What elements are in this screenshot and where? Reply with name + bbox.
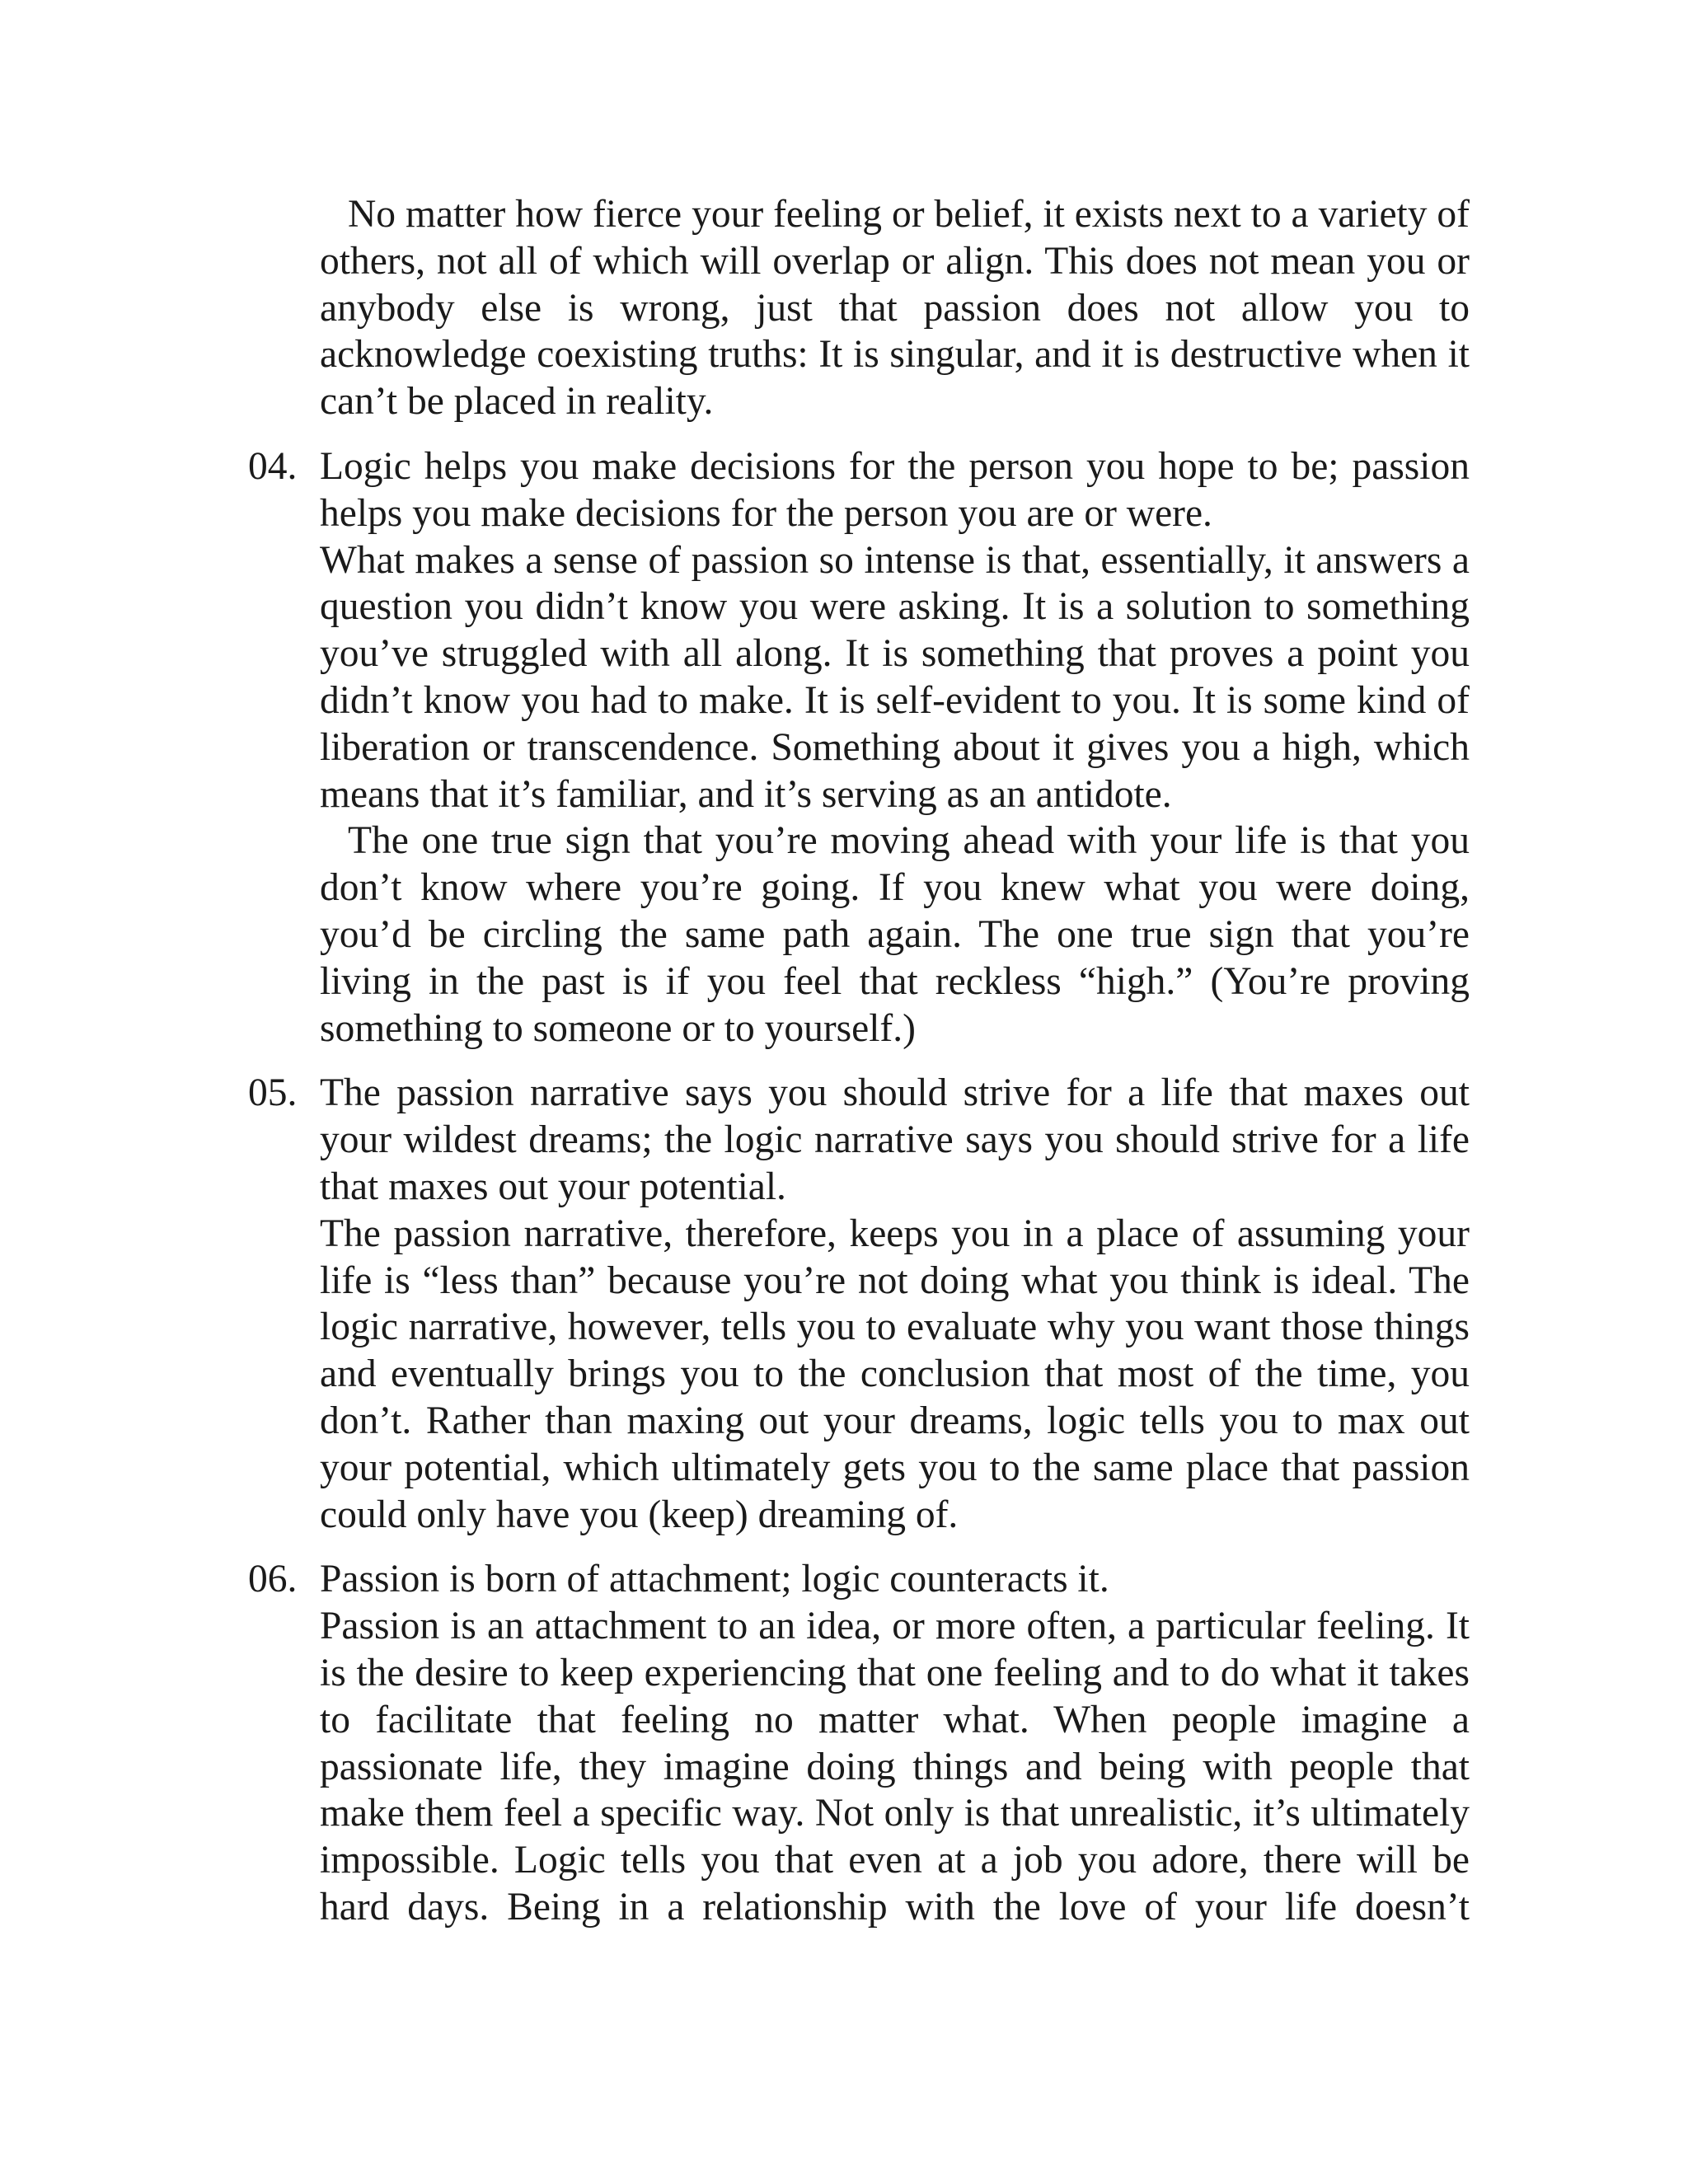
list-item-04 (248, 443, 1470, 1052)
opening-paragraph: No matter how fierce your feeling or belief, it exists next to a variety of others, not all of which will overlap or align. This does not mean you or anybody else is wrong, just that passion does not allow you to acknowledge coexisting truths: It is singular, and it is destructive when it can’t be placed in reality. (320, 193, 1470, 424)
item-body: What makes a sense of passion so intense is that, essentially, it answers a question you didn’t know you were asking. It is a solution to something you’ve struggled with all along. It is something that proves a point you didn’t know you had to make. It is self-evident to you. It is some kind of liberation or transcendence. Something about it gives you a high, which means that it’s familiar, and it’s serving as an antidote. (320, 538, 1470, 816)
item-body-continued: The one true sign that you’re moving ahead with your life is that you don’t know where you’re going. If you knew what you were doing, you’d be circling the same path again. The one true sign that you’re living in the past is if you feel that reckless “high.” (You’re proving something to someone or to yourself.) (320, 819, 1470, 1050)
item-number: 04. (248, 444, 298, 488)
item-heading: Passion is born of attachment; logic counteracts it. (320, 1558, 1109, 1601)
item-heading: The passion narrative says you should strive for a life that maxes out your wildest dreams; the logic narrative says you should strive for a life that maxes out your potential. (320, 1071, 1470, 1208)
item-number: 06. (248, 1558, 298, 1601)
item-body: The passion narrative, therefore, keeps you in a place of assuming your life is “less than” because you’re not doing what you think is ideal. The logic narrative, however, tells you to evaluate why you want those things and eventually brings you to the conclusion that most of the time, you don’t. Rather than maxing out your dreams, logic tells you to max out your potential, which ultimately gets you to the same place that passion could only have you (keep) dreaming of. (320, 1212, 1470, 1536)
item-number: 05. (248, 1071, 298, 1115)
list-item-06 (248, 1556, 1470, 1930)
page-content (248, 191, 1470, 1931)
item-body: Passion is an attachment to an idea, or more often, a particular feeling. It is the desire to keep experiencing that one feeling and to do what it takes to facilitate that feeling no matter what. When people imagine a passionate life, they imagine doing things and being with people that make them feel a specific way. Not only is that unrealistic, it’s ultimately impossible. Logic tells you that even at a job you adore, there will be hard days. Being in a relationship with the love of your life doesn’t (320, 1605, 1470, 1929)
item-heading: Logic helps you make decisions for the person you hope to be; passion helps you make decisions for the person you are or were. (320, 444, 1470, 535)
list-item-05 (248, 1070, 1470, 1538)
